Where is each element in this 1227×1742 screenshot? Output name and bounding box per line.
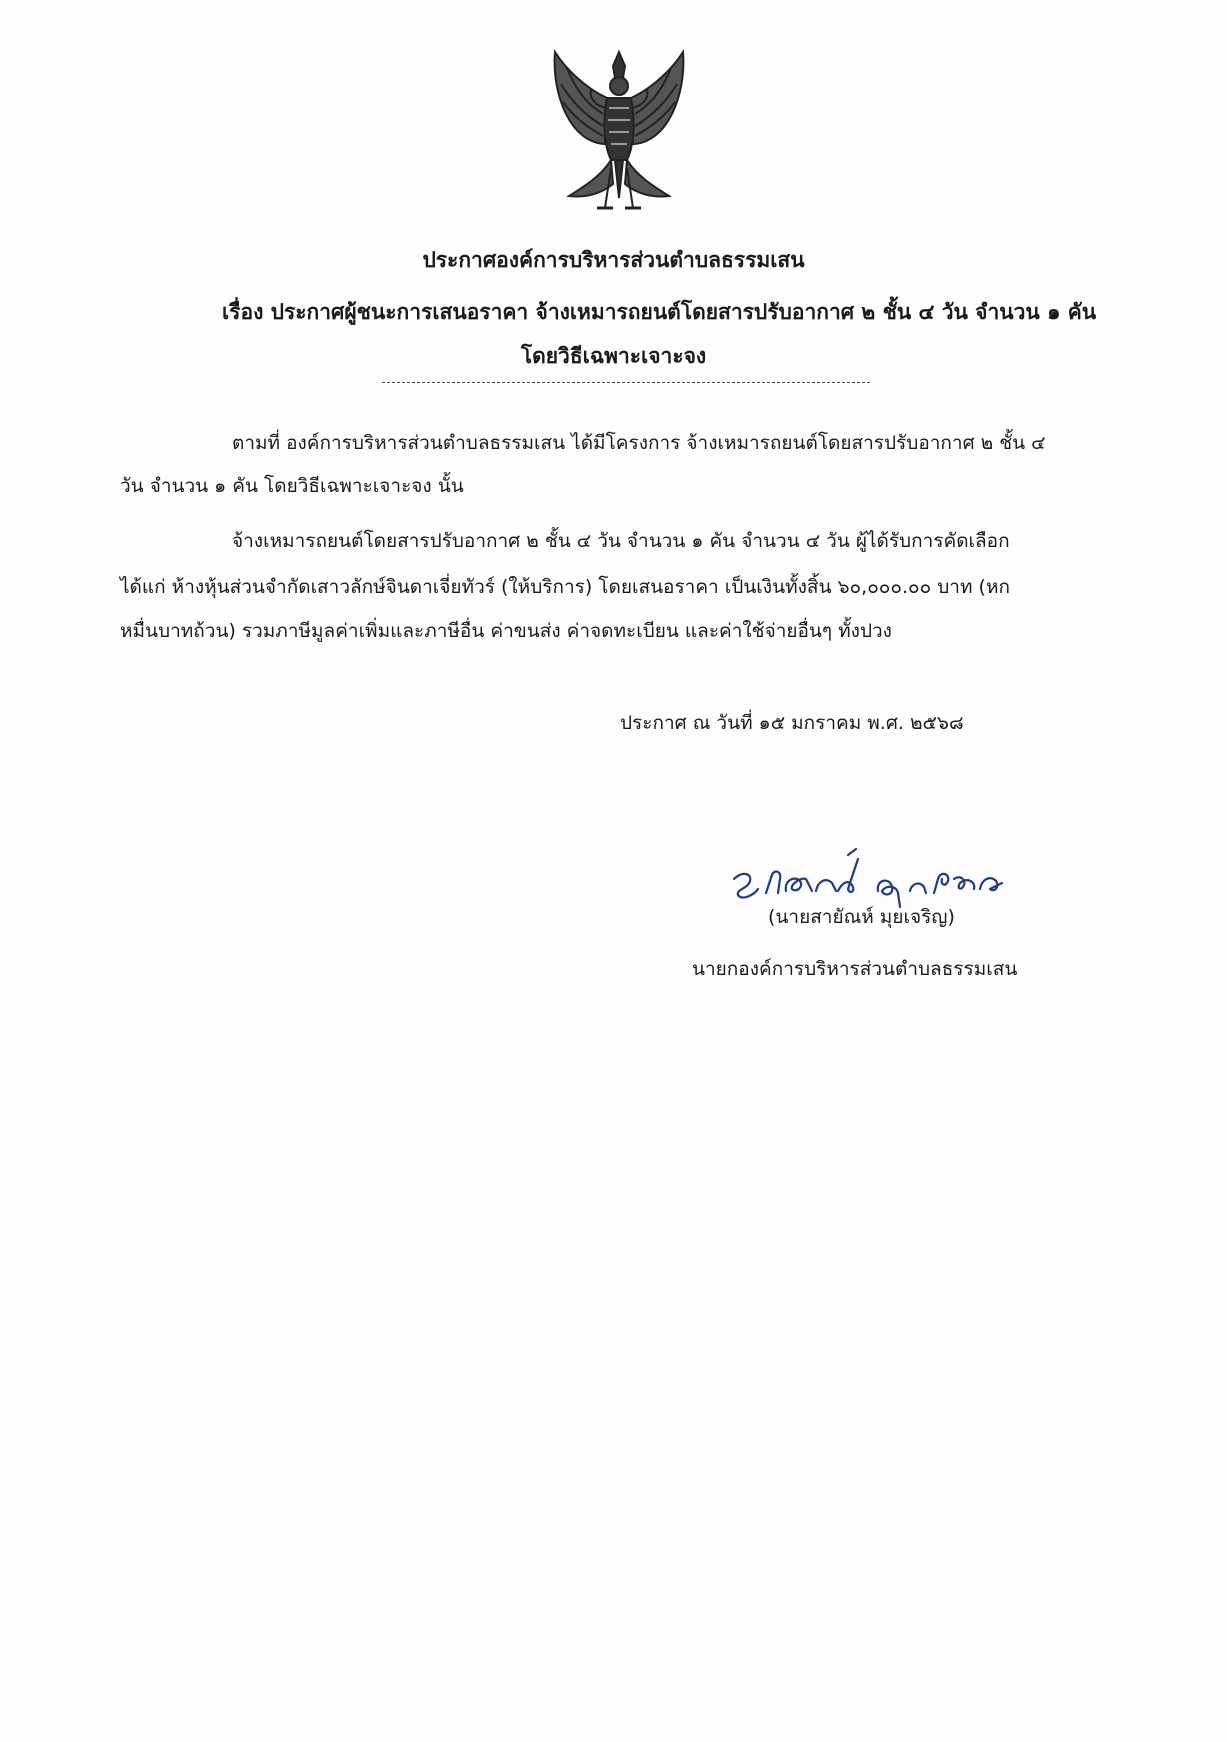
garuda-emblem-icon <box>545 48 693 216</box>
paragraph-1-line-2: วัน จำนวน ๑ คัน โดยวิธีเฉพาะเจาะจง นั้น <box>120 475 464 497</box>
signer-name: (นายสายัณห์ มุยเจริญ) <box>768 906 955 928</box>
signer-title: นายกองค์การบริหารส่วนตำบลธรรมเสน <box>692 958 1018 980</box>
heading-organization: ประกาศองค์การบริหารส่วนตำบลธรรมเสน <box>422 248 805 272</box>
heading-subject: เรื่อง ประกาศผู้ชนะการเสนอราคา จ้างเหมารถยนต์โดยสารปรับอากาศ ๒ ชั้น ๔ วัน จำนวน ๑ คัน <box>222 300 1097 324</box>
paragraph-2-line-1: จ้างเหมารถยนต์โดยสารปรับอากาศ ๒ ชั้น ๔ วัน จำนวน ๑ คัน จำนวน ๔ วัน ผู้ได้รับการคัดเลือก <box>232 530 1010 552</box>
heading-method: โดยวิธีเฉพาะเจาะจง <box>520 344 707 368</box>
dashed-divider <box>382 382 870 383</box>
paragraph-2-line-2: ได้แก่ ห้างหุ้นส่วนจำกัดเสาวลักษ์จินดาเจี่ยทัวร์ (ให้บริการ) โดยเสนอราคา เป็นเงินทั้งสิ้น ๖๐,๐๐๐.๐๐ บาท (หก <box>120 576 1010 598</box>
announcement-date: ประกาศ ณ วันที่ ๑๕ มกราคม พ.ศ. ๒๕๖๘ <box>620 712 964 734</box>
paragraph-2-line-3: หมื่นบาทถ้วน) รวมภาษีมูลค่าเพิ่มและภาษีอื่น ค่าขนส่ง ค่าจดทะเบียน และค่าใช้จ่ายอื่นๆ ทั้งปวง <box>120 620 892 642</box>
paragraph-1-line-1: ตามที่ องค์การบริหารส่วนตำบลธรรมเสน ได้มีโครงการ จ้างเหมารถยนต์โดยสารปรับอากาศ ๒ ชั้น ๔ <box>232 432 1046 454</box>
